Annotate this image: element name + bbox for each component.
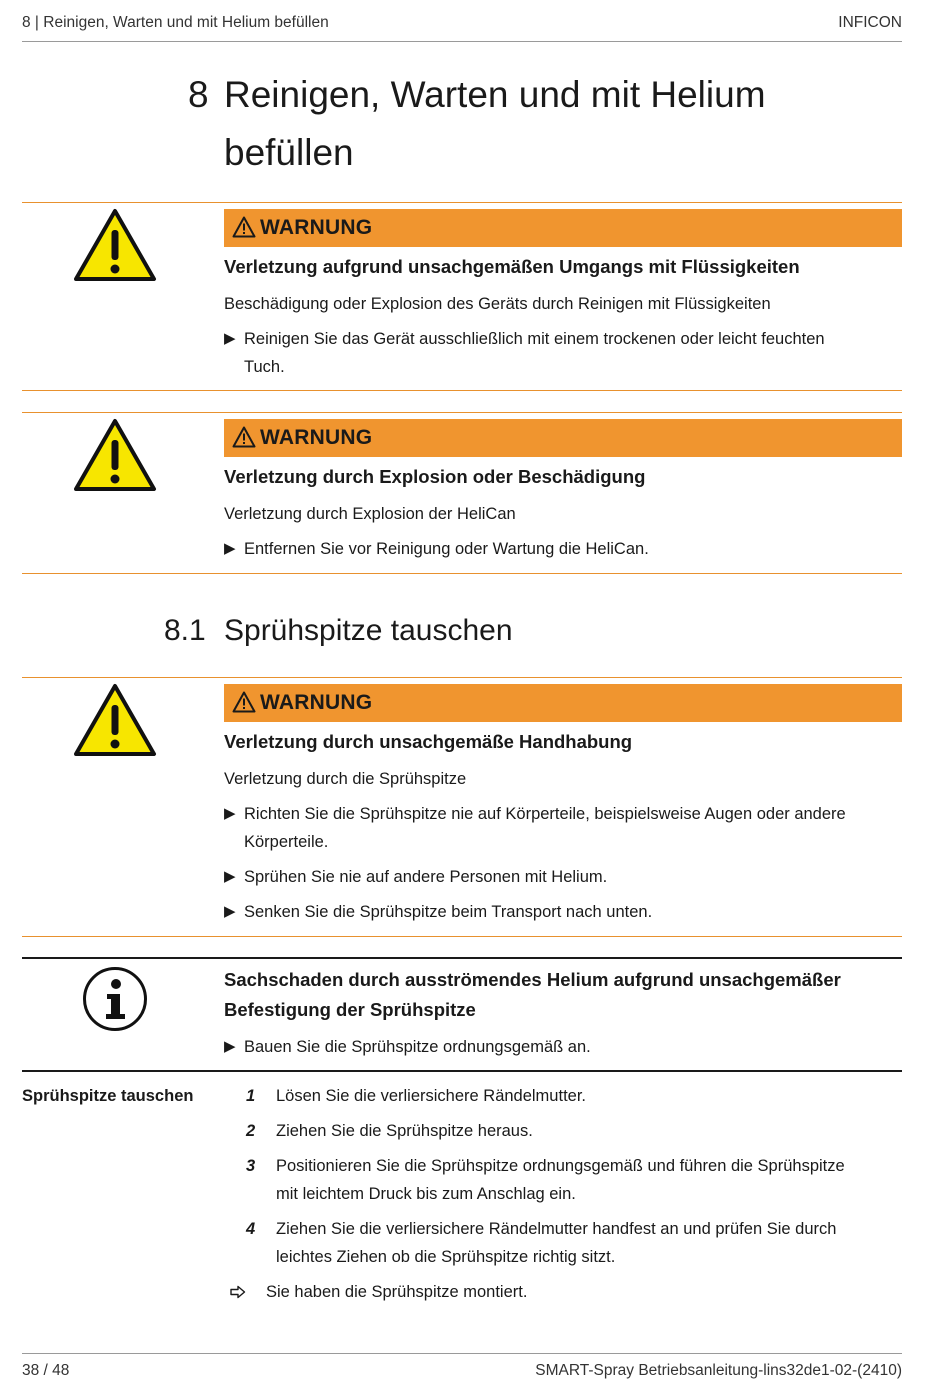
warning-1-action-1: ▶ Reinigen Sie das Gerät ausschließlich mit einem trockenen oder leicht feuchten Tuch. <box>224 325 894 381</box>
warning-small-icon <box>232 426 256 448</box>
page-number: 38 / 48 <box>22 1362 70 1379</box>
procedure-step-2: 2 Ziehen Sie die Sprühspitze heraus. <box>246 1122 533 1140</box>
warning-small-icon <box>232 216 256 238</box>
warning-2-title: Verletzung durch Explosion oder Beschädigung <box>224 466 646 487</box>
warning-3-signal-bar <box>224 684 902 722</box>
warning-3-title: Verletzung durch unsachgemäße Handhabung <box>224 731 633 752</box>
arrow-right-icon: ▶ <box>224 330 236 347</box>
footer-rule <box>22 1353 902 1354</box>
warning-3-bottom-rule <box>22 936 902 937</box>
warning-2-top-rule <box>22 412 902 413</box>
warning-3-action-2: ▶ Sprühen Sie nie auf andere Personen mit Helium. <box>224 863 894 891</box>
warning-2-action-1: ▶ Entfernen Sie vor Reinigung oder Wartung die HeliCan. <box>224 535 894 563</box>
warning-3-cause: Verletzung durch die Sprühspitze <box>224 770 467 788</box>
warning-triangle-icon <box>73 208 157 282</box>
result-arrow-icon <box>230 1285 246 1299</box>
procedure-step-1: 1 Lösen Sie die verliersichere Rändelmutter. <box>246 1087 586 1105</box>
arrow-right-icon: ▶ <box>224 540 236 557</box>
chapter-title-line2: befüllen <box>224 132 354 173</box>
warning-1-top-rule <box>22 202 902 203</box>
section-title: Sprühspitze tauschen <box>224 614 513 647</box>
warning-2-bottom-rule <box>22 573 902 574</box>
procedure-step-4: 4 Ziehen Sie die verliersichere Rändelmutter handfest an und prüfen Sie durch leichtes Ziehen ob die Sprühspitze richtig sitzt. <box>246 1220 837 1266</box>
warning-1-signal-bar <box>224 209 902 247</box>
document-id: SMART-Spray Betriebsanleitung-lins32de1-02-(2410) <box>535 1362 902 1379</box>
arrow-right-icon: ▶ <box>224 868 236 885</box>
header-rule <box>22 41 902 42</box>
warning-1-bottom-rule <box>22 390 902 391</box>
info-icon <box>82 966 148 1032</box>
warning-1-title: Verletzung aufgrund unsachgemäßen Umgangs mit Flüssigkeiten <box>224 256 800 277</box>
warning-2-signal-bar <box>224 419 902 457</box>
arrow-right-icon: ▶ <box>224 805 236 822</box>
warning-2-cause: Verletzung durch Explosion der HeliCan <box>224 505 516 523</box>
running-header-right: INFICON <box>838 14 902 31</box>
section-number: 8.1 <box>164 614 206 647</box>
warning-2-signal-word: WARNUNG <box>260 426 373 449</box>
running-header-left: 8 | Reinigen, Warten und mit Helium befüllen <box>22 14 329 31</box>
warning-3-action-1: ▶ Richten Sie die Sprühspitze nie auf Körperteile, beispielsweise Augen oder andere Körperteile. <box>224 800 894 856</box>
warning-3-signal-word: WARNUNG <box>260 691 373 714</box>
notice-title-line1: Sachschaden durch ausströmendes Helium aufgrund unsachgemäßer <box>224 969 841 990</box>
warning-triangle-icon <box>73 418 157 492</box>
warning-triangle-icon <box>73 683 157 757</box>
procedure-label: Sprühspitze tauschen <box>22 1087 194 1105</box>
notice-action: ▶ Bauen Sie die Sprühspitze ordnungsgemäß an. <box>224 1033 894 1061</box>
warning-3-top-rule <box>22 677 902 678</box>
chapter-number: 8 <box>188 74 209 115</box>
procedure-step-3: 3 Positionieren Sie die Sprühspitze ordnungsgemäß und führen die Sprühspitze mit leichtem Druck bis zum Anschlag ein. <box>246 1157 845 1203</box>
warning-1-signal-word: WARNUNG <box>260 216 373 239</box>
procedure-result: Sie haben die Sprühspitze montiert. <box>230 1278 890 1306</box>
warning-small-icon <box>232 691 256 713</box>
chapter-title-line1: Reinigen, Warten und mit Helium <box>224 74 766 115</box>
notice-top-rule <box>22 957 902 959</box>
arrow-right-icon: ▶ <box>224 903 236 920</box>
arrow-right-icon: ▶ <box>224 1038 236 1055</box>
notice-bottom-rule <box>22 1070 902 1072</box>
notice-title-line2: Befestigung der Sprühspitze <box>224 999 476 1020</box>
warning-1-cause: Beschädigung oder Explosion des Geräts durch Reinigen mit Flüssigkeiten <box>224 295 771 313</box>
warning-3-action-3: ▶ Senken Sie die Sprühspitze beim Transport nach unten. <box>224 898 894 926</box>
